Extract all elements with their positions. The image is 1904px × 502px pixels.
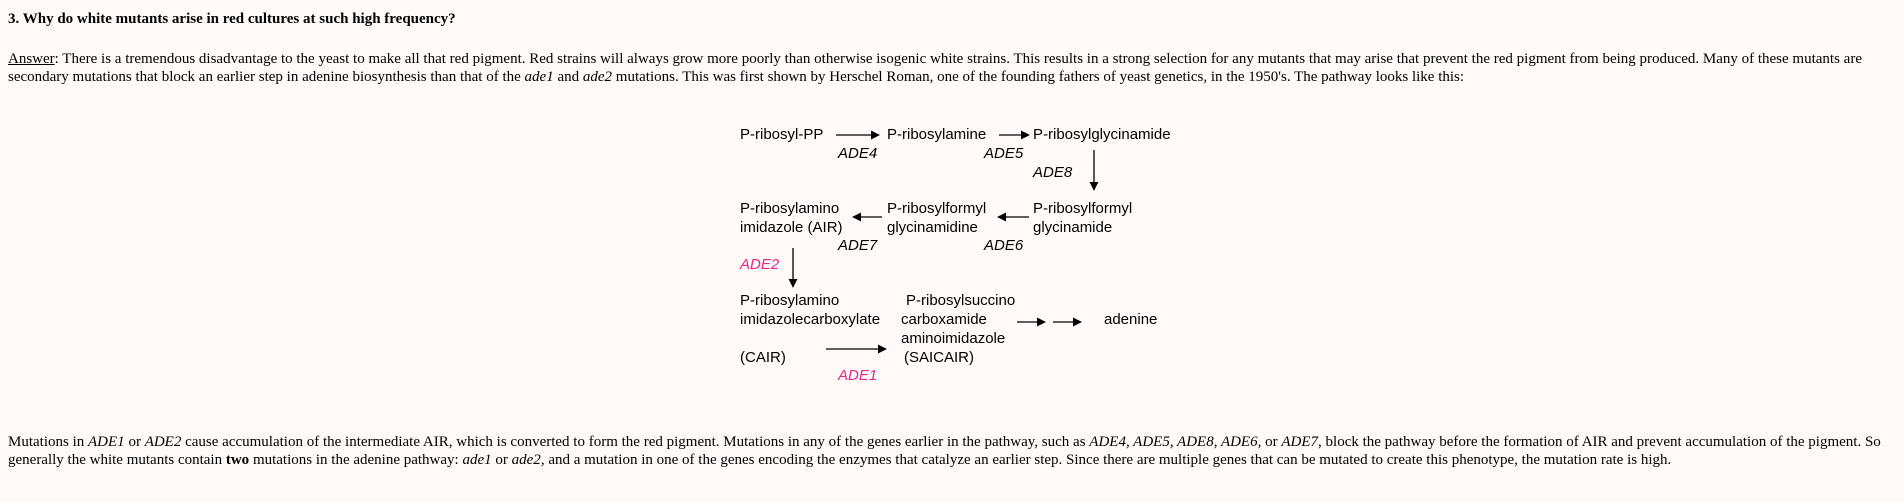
answer-and: and (553, 69, 583, 85)
saicair-label-line2: carboxamide (901, 311, 987, 328)
ADE7-gene: ADE7 (1281, 434, 1319, 450)
answer-text-2: mutations. This was first shown by Herschel Roman, one of the founding fathers of yeast genetics, in the 1950's. The pathway looks like this: (612, 69, 1465, 85)
ade2-gene-lower: ade2 (511, 452, 541, 468)
ade4-gene-label: ADE4 (838, 145, 878, 162)
conclusion-text-5: , and a mutation in one of the genes encoding the enzymes that catalyze an earlier step. Since there are multiple genes that can be mutated to create this phenotype, the mutation rate is high. (540, 452, 1672, 468)
ade8-gene-label: ADE8 (1033, 164, 1073, 181)
cair-label-line2: imidazolecarboxylate (740, 311, 881, 328)
ade1-gene: ade1 (524, 69, 554, 85)
gene-list: ADE4, ADE5, ADE8, ADE6, (1089, 434, 1262, 450)
ade2-gene: ade2 (582, 69, 613, 85)
ADE1-gene: ADE1 (88, 434, 125, 450)
ribosylamine-label: P-ribosylamine (887, 126, 987, 143)
conclusion-text-1: Mutations in (8, 434, 89, 450)
glycinamide-label: P-ribosylglycinamide (1033, 126, 1171, 143)
conclusion-text-2: cause accumulation of the intermediate AIR, which is converted to form the red pigment. Mutations in any of the genes earlier in the pathway, such as (181, 434, 1090, 450)
ade5-gene-label: ADE5 (984, 145, 1024, 162)
formylglycinamide-label-line1: P-ribosylformyl (1033, 200, 1133, 217)
conclusion-text-4: mutations in the adenine pathway: (249, 452, 463, 468)
ade1-gene-label: ADE1 (838, 367, 878, 384)
ade1-gene-lower: ade1 (462, 452, 492, 468)
saicair-label-line3: aminoimidazole (901, 330, 1006, 347)
ade6-gene-label: ADE6 (984, 237, 1024, 254)
saicair-label-line4: (SAICAIR) (904, 349, 975, 366)
cair-label-line3: (CAIR) (740, 349, 786, 366)
cair-label-line1: P-ribosylamino (740, 292, 840, 309)
conclusion-or-3: or (491, 452, 512, 468)
question-heading: 3. Why do white mutants arise in red cultures at such high frequency? (8, 11, 456, 27)
answer-paragraph (8, 50, 1896, 86)
ade2-gene-label: ADE2 (740, 256, 780, 273)
conclusion-text-3: , block the pathway before the formation of AIR and prevent accumulation of the pigment. So generally the white mutants contain (8, 434, 1881, 468)
air-label-line1: P-ribosylamino (740, 200, 840, 217)
conclusion-paragraph (8, 433, 1896, 469)
formylglycinamidine-label-line1: P-ribosylformyl (887, 200, 987, 217)
conclusion-or-1: or (124, 434, 145, 450)
formylglycinamidine-label-line2: glycinamidine (887, 219, 978, 236)
air-label-line2: imidazole (AIR) (740, 219, 843, 236)
prpp-label: P-ribosyl-PP (740, 126, 824, 143)
answer-text-1: : There is a tremendous disadvantage to the yeast to make all that red pigment. Red strains will always grow more poorly than otherwise isogenic white strains. This results in a strong selection for any mutants that may arise that prevent the red pigment from being produced. Many of these mutants are secondary mutations that block an earlier step in adenine biosynthesis than that of the (8, 51, 1862, 85)
answer-label: Answer (8, 51, 55, 67)
adenine-label: adenine (1104, 311, 1158, 328)
saicair-label-line1: P-ribosylsuccino (906, 292, 1016, 309)
ADE2-gene: ADE2 (144, 434, 182, 450)
conclusion-or-2: or (1261, 434, 1282, 450)
two-emphasis: two (225, 452, 250, 468)
formylglycinamide-label-line2: glycinamide (1033, 219, 1113, 236)
ade7-gene-label: ADE7 (838, 237, 878, 254)
